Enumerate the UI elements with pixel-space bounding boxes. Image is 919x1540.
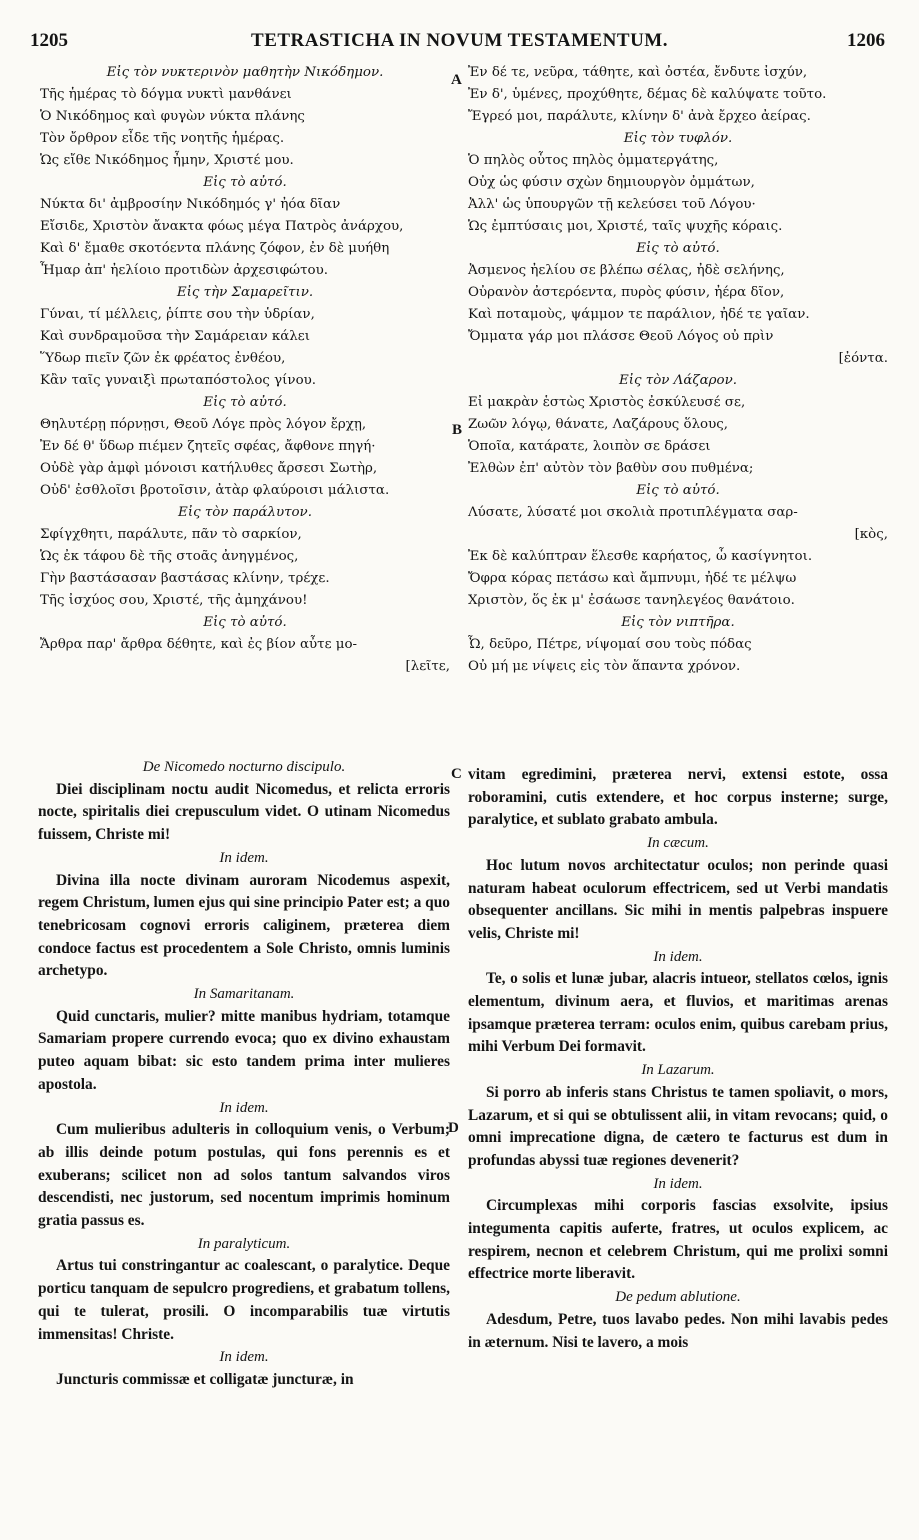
verse-line: Ἐν δέ θ' ὕδωρ πιέμεν ζητεῖς σφέας, ἄφθονε πηγή·: [40, 439, 376, 454]
translation-paragraph: Te, o solis et lunæ jubar, alacris intueor, stellatos cœlos, ignis elementum, divinum aera, et fluvios, et maritimas arenas ipsamque præterea terram: oculos enim, quibus carebam prius, mihi Verbum Dei formavit.: [468, 970, 888, 1056]
verse-line: Ἐκ δὲ καλύπτραν ἕλεσθε καρήατος, ὦ κασίγνητοι.: [468, 549, 813, 564]
section-heading: Εἰς τὸν νιπτῆρα.: [621, 615, 735, 630]
verse-line: Τὸν ὄρθρον εἶδε τῆς νοητῆς ἡμέρας.: [40, 131, 285, 146]
verse-line: Θηλυτέρῃ πόρνῃσι, Θεοῦ Λόγε πρὸς λόγον ἔρχῃ,: [40, 417, 367, 432]
section-heading: Εἰς τὸ αὐτό.: [636, 241, 720, 256]
translation-paragraph: Circumplexas mihi corporis fascias exsolvite, ipsius integumenta capitis auferte, fratres, ut oculos explicem, ac respirem, necnon et celebrem Christum, qui me prolixi somni effectrice morte liberavit.: [468, 1197, 888, 1283]
verse-line: Ἀλλ' ὡς ὑπουργῶν τῇ κελεύσει τοῦ Λόγου·: [468, 197, 756, 212]
verse-continuation: [κὸς,: [854, 527, 888, 542]
section-heading: In idem.: [219, 1349, 269, 1366]
verse-line: Ὁποῖα, κατάρατε, λοιπὸν σε δράσει: [468, 439, 711, 454]
translation-paragraph: Diei disciplinam noctu audit Nicomedus, et relicta erroris nocte, spiritalis diei crepusculum videt. O utinam Nicomedus fuissem, Christe mi!: [38, 780, 450, 844]
verse-line: Εἰ μακρὰν ἑστὼς Χριστὸς ἐσκύλευσέ σε,: [468, 395, 746, 410]
running-title: TETRASTICHA IN NOVUM TESTAMENTUM.: [251, 30, 668, 51]
section-heading: Εἰς τὸ αὐτό.: [203, 615, 287, 630]
verse-line: Καὶ δ' ἔμαθε σκοτόεντα πλάνης ζόφον, ἐν δὲ μυήθη: [40, 241, 390, 256]
verse-line: Ἦμαρ ἀπ' ἠελίοιο προτιδὼν ἀρχεσιφώτου.: [40, 263, 328, 278]
section-heading: Εἰς τὸν τυφλόν.: [623, 131, 733, 146]
verse-line: Οὐχ ὡς φύσιν σχὼν δημιουργὸν ὀμμάτων,: [468, 175, 755, 190]
verse-line: Ἔγρεό μοι, παράλυτε, κλίνην δ' ἀνὰ ἔρχεο ἀείρας.: [468, 109, 811, 124]
verse-line: Ὕδωρ πιεῖν ζῶν ἐκ φρέατος ἐνθέου,: [40, 351, 286, 366]
verse-line: Ἄρθρα παρ' ἄρθρα δέθητε, καὶ ἐς βίον αὖτε μο-: [40, 637, 358, 652]
verse-line: Καὶ ποταμοὺς, ψάμμον τε παράλιον, ἠδέ τε γαῖαν.: [468, 307, 810, 322]
verse-continuation: [λεῖτε,: [405, 659, 450, 674]
section-marker-c: C: [451, 766, 462, 782]
section-heading: In idem.: [653, 1175, 703, 1192]
verse-line: Γύναι, τί μέλλεις, ῥίπτε σου τὴν ὑδρίαν,: [40, 307, 315, 322]
verse-line: Καὶ συνδραμοῦσα τὴν Σαμάρειαν κάλει: [40, 329, 310, 344]
verse-line: Οὐ μή με νίψεις εἰς τὸν ἅπαντα χρόνον.: [468, 659, 741, 674]
verse-line: Οὐρανὸν ἀστερόεντα, πυρὸς φύσιν, ἠέρα δῖον,: [468, 285, 785, 300]
verse-line: Γὴν βαστάσασαν βαστάσας κλίνην, τρέχε.: [40, 571, 330, 586]
section-heading: Εἰς τὸ αὐτό.: [203, 175, 287, 190]
verse-line: Ὄμματα γάρ μοι πλάσσε Θεοῦ Λόγος οὐ πρὶν: [468, 329, 774, 344]
section-heading: De pedum ablutione.: [615, 1289, 741, 1306]
section-heading: Εἰς τὸν παράλυτον.: [178, 505, 312, 520]
verse-line: Ὁ Νικόδημος καὶ φυγὼν νύκτα πλάνης: [40, 109, 305, 124]
verse-line: Λύσατε, λύσατέ μοι σκολιὰ προτιπλέγματα σαρ-: [468, 505, 798, 520]
translation-paragraph: Hoc lutum novos architectatur oculos; non perinde quasi naturam habeat oculorum effectricem, sed ut Verbi mandatis obsequenter ancillans. Sic mihi in mentis palpebras inspuere velis, Christe mi!: [468, 856, 888, 942]
translation-paragraph: Cum mulieribus adulteris in colloquium venis, o Verbum; ab illis deinde potum postulas, qui fons perennis es et exuberans; scilicet non ad solos tantum salvandos viros descendisti, nec justorum, sed nocentum imprimis hominum gratia passus es.: [38, 1121, 450, 1230]
section-marker-b: B: [452, 422, 463, 438]
translation-paragraph: Adesdum, Petre, tuos lavabo pedes. Non mihi lavabis pedes in æternum. Nisi te lavero, a mois: [468, 1310, 888, 1351]
verse-line: Ἀσμενος ἠελίου σε βλέπω σέλας, ἠδὲ σελήνης,: [468, 263, 785, 278]
section-heading: Εἰς τὸν Λάζαρον.: [619, 373, 737, 388]
verse-line: Ζωῶν λόγῳ, θάνατε, Λαζάρους ὅλους,: [468, 417, 729, 432]
greek-column-right: [468, 62, 888, 678]
translation-paragraph: vitam egredimini, præterea nervi, extensi estote, ossa roboramini, cutis extendere, et hoc corpus insterne; surge, paralytice, et sublato grabato ambula.: [468, 766, 888, 829]
section-heading: Εἰς τὴν Σαμαρεῖτιν.: [176, 285, 314, 300]
verse-line: Ὡς εἴθε Νικόδημος ἦμην, Χριστέ μου.: [40, 153, 294, 168]
verse-line: Οὐδ' ἐσθλοῖσι βροτοῖσιν, ἀτὰρ φλαύροισι μάλιστα.: [40, 483, 390, 498]
section-heading: De Nicomedo nocturno discipulo.: [142, 759, 346, 775]
section-heading: In paralyticum.: [197, 1235, 291, 1252]
greek-column-left: [40, 62, 450, 678]
verse-line: Ὦ, δεῦρο, Πέτρε, νίψομαί σου τοὺς πόδας: [468, 637, 752, 652]
verse-line: Ὡς ἐκ τάφου δὲ τῆς στοᾶς ἀνηγμένος,: [40, 549, 299, 564]
section-heading: In idem.: [219, 849, 269, 866]
verse-line: Τῆς ἡμέρας τὸ δόγμα νυκτὶ μανθάνει: [40, 87, 292, 102]
verse-line: Σφίγχθητι, παράλυτε, πᾶν τὸ σαρκίον,: [40, 527, 302, 542]
section-heading: In Samaritanam.: [193, 986, 295, 1003]
verse-line: Τῆς ἰσχύος σου, Χριστέ, τῆς ἀμηχάνου!: [40, 593, 308, 608]
section-heading: Εἰς τὸν νυκτερινὸν μαθητὴν Νικόδημον.: [106, 65, 384, 80]
verse-continuation: [ἐόντα.: [838, 351, 888, 366]
section-heading: In Lazarum.: [641, 1062, 715, 1079]
section-heading: Εἰς τὸ αὐτό.: [636, 483, 720, 498]
running-header: [0, 30, 919, 56]
verse-line: Ὁ πηλὸς οὗτος πηλὸς ὀμματεργάτης,: [468, 153, 719, 168]
verse-line: Ἐλθὼν ἐπ' αὐτὸν τὸν βαθὺν σου πυθμένα;: [468, 461, 754, 476]
verse-line: Ἐν δέ τε, νεῦρα, τάθητε, καὶ ὀστέα, ἔνδυτε ἰσχύν,: [468, 65, 808, 80]
page-number-left: 1205: [30, 30, 68, 51]
translation-paragraph: Divina illa nocte divinam auroram Nicodemus aspexit, regem Christum, lumen ejus qui sine principio Pater est; a quo tenebricosam cognovi erroris caliginem, præterea diem condoce factus est procedentem a Sole Christo, omnis luminis archetypo.: [38, 871, 450, 980]
translation-paragraph: Si porro ab inferis stans Christus te tamen spoliavit, o mors, Lazarum, et si qui se obtulissent alii, in vitam revocans; quid, o omni imprecatione digna, de cætero te facturus est dum in profundas abyssi tuæ regiones devenerit?: [468, 1083, 888, 1169]
translation-paragraph: Artus tui constringantur ac coalescant, o paralytice. Deque porticu tanquam de sepulcro progrediens, et grabatum tollens, qui te tulerat, prosili. O incomparabilis tuæ virtutis immensitas! Christe.: [38, 1257, 450, 1343]
translation-paragraph: Juncturis commissæ et colligatæ juncturæ, in: [56, 1370, 354, 1388]
section-heading: Εἰς τὸ αὐτό.: [203, 395, 287, 410]
section-marker-a: A: [451, 72, 462, 88]
section-heading: In cæcum.: [647, 835, 709, 852]
latin-column-left: [38, 756, 450, 1392]
verse-line: Ἐν δ', ὑμένες, προχύθητε, δέμας δὲ καλύψατε τοῦτο.: [468, 87, 827, 102]
translation-paragraph: Quid cunctaris, mulier? mitte manibus hydriam, totamque Samariam propere currendo evoca; quo ex divino exhaustam puteo aquam bibat: sic esto tandem prima inter mulieres apostola.: [38, 1007, 450, 1093]
section-marker-d: D: [448, 1120, 459, 1136]
verse-line: Οὐδὲ γὰρ ἀμφὶ μόνοισι κατήλυθες ἄρσεσι Σωτὴρ,: [40, 461, 378, 476]
verse-line: Ὄφρα κόρας πετάσω καὶ ἄμπνυμι, ἠδέ τε μέλψω: [468, 571, 797, 586]
page-number-right: 1206: [847, 30, 885, 51]
verse-line: Ὡς ἐμπτύσαις μοι, Χριστέ, ταῖς ψυχῆς κόραις.: [468, 219, 783, 234]
section-heading: In idem.: [653, 948, 703, 965]
latin-column-right: [468, 764, 888, 1354]
verse-line: Χριστὸν, ὅς ἐκ μ' ἐσάωσε τανηλεγέος θανάτοιο.: [468, 593, 795, 608]
verse-line: Νύκτα δι' ἀμβροσίην Νικόδημός γ' ἠόα δῖαν: [40, 197, 341, 212]
verse-line: Εἴσιδε, Χριστὸν ἄνακτα φόως μέγα Πατρὸς ἀνάρχου,: [40, 219, 404, 234]
section-heading: In idem.: [219, 1099, 269, 1116]
verse-line: Κἂν ταῖς γυναιξὶ πρωταπόστολος γίνου.: [40, 373, 317, 388]
